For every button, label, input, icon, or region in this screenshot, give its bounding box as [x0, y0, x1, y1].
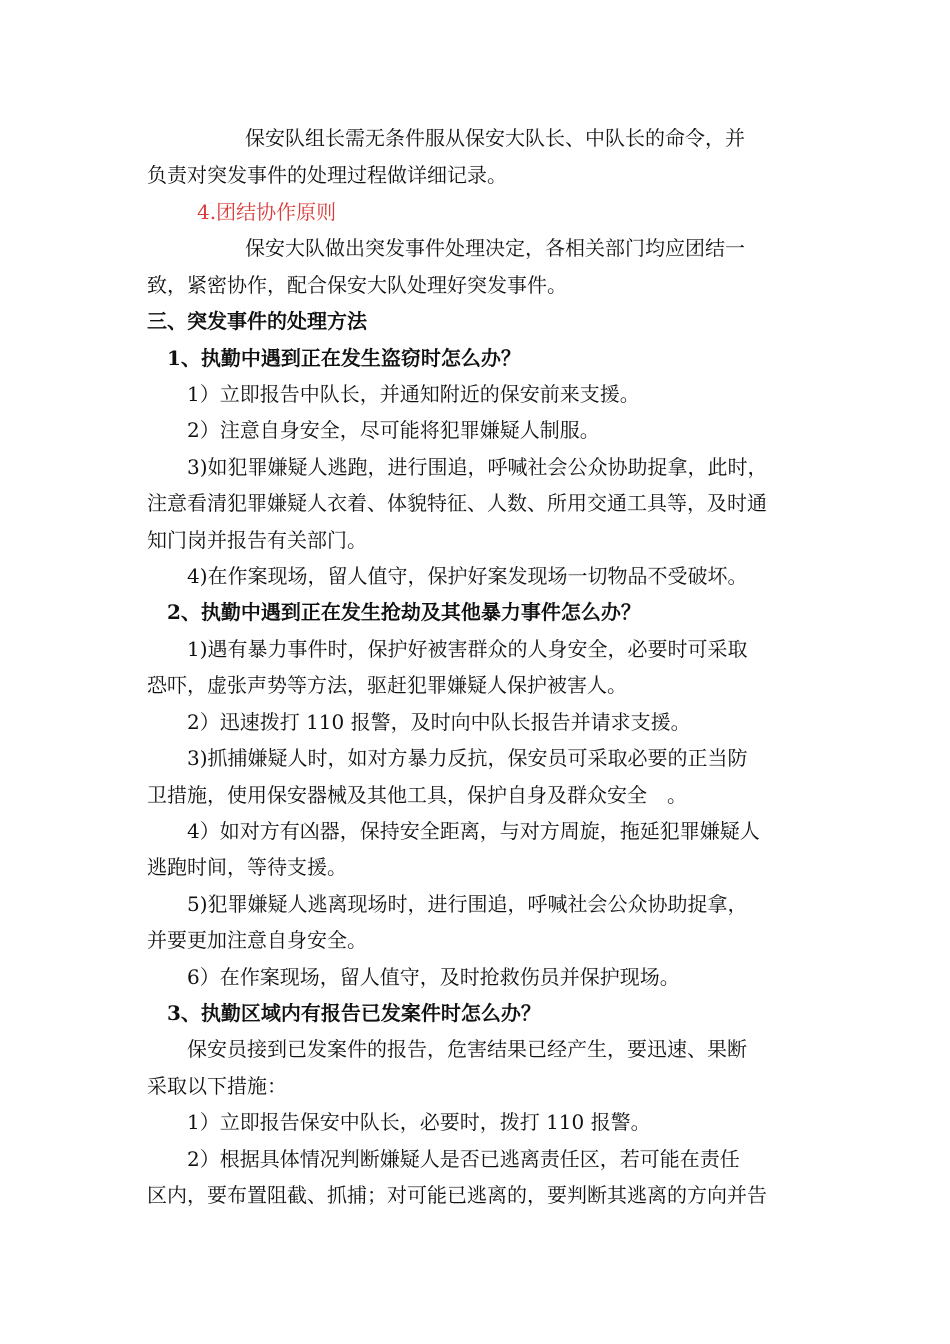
q1-item-4: 4)在作案现场，留人值守，保护好案发现场一切物品不受破坏。 — [187, 564, 748, 588]
principle-4-line-1: 保安大队做出突发事件处理决定，各相关部门均应团结一 — [245, 236, 745, 260]
q3-item-2-line-2: 区内，要布置阻截、抓捕；对可能已逃离的，要判断其逃离的方向并告 — [147, 1183, 767, 1207]
q2-item-1-line-1: 1)遇有暴力事件时，保护好被害群众的人身安全，必要时可采取 — [187, 637, 748, 661]
q2-item-2: 2）迅速拨打 110 报警，及时向中队长报告并请求支援。 — [187, 710, 691, 734]
q1-item-1: 1）立即报告中队长，并通知附近的保安前来支援。 — [187, 382, 640, 406]
q1-heading: 1、执勤中遇到正在发生盗窃时怎么办？ — [167, 346, 521, 370]
intro-line-2: 负责对突发事件的处理过程做详细记录。 — [147, 163, 507, 187]
section-3-heading: 三、突发事件的处理方法 — [147, 309, 367, 333]
q2-heading: 2、执勤中遇到正在发生抢劫及其他暴力事件怎么办？ — [167, 600, 641, 624]
intro-line-1: 保安队组长需无条件服从保安大队长、中队长的命令，并 — [245, 126, 745, 150]
q3-item-2-line-1: 2）根据具体情况判断嫌疑人是否已逃离责任区，若可能在责任 — [187, 1147, 740, 1171]
q2-item-3-line-2: 卫措施，使用保安器械及其他工具，保护自身及群众安全 。 — [147, 783, 687, 807]
q1-item-3-line-3: 知门岗并报告有关部门。 — [147, 528, 367, 552]
q3-intro-line-2: 采取以下措施： — [147, 1074, 287, 1098]
q2-item-5-line-1: 5)犯罪嫌疑人逃离现场时，进行围追，呼喊社会公众协助捉拿， — [187, 892, 748, 916]
q1-item-3-line-1: 3)如犯罪嫌疑人逃跑，进行围追，呼喊社会公众协助捉拿，此时， — [187, 455, 768, 479]
q1-item-2: 2）注意自身安全，尽可能将犯罪嫌疑人制服。 — [187, 418, 600, 442]
q2-item-6: 6）在作案现场，留人值守，及时抢救伤员并保护现场。 — [187, 965, 680, 989]
q2-item-3-line-1: 3)抓捕嫌疑人时，如对方暴力反抗，保安员可采取必要的正当防 — [187, 746, 748, 770]
q2-item-4-line-1: 4）如对方有凶器，保持安全距离，与对方周旋，拖延犯罪嫌疑人 — [187, 819, 760, 843]
q1-item-3-line-2: 注意看清犯罪嫌疑人衣着、体貌特征、人数、所用交通工具等，及时通 — [147, 491, 767, 515]
q2-item-1-line-2: 恐吓，虚张声势等方法，驱赶犯罪嫌疑人保护被害人。 — [147, 673, 627, 697]
q3-item-1: 1）立即报告保安中队长，必要时，拨打 110 报警。 — [187, 1110, 651, 1134]
q2-item-4-line-2: 逃跑时间，等待支援。 — [147, 855, 347, 879]
q2-item-5-line-2: 并要更加注意自身安全。 — [147, 928, 367, 952]
q3-heading: 3、执勤区域内有报告已发案件时怎么办？ — [167, 1001, 541, 1025]
principle-4-heading: 4.团结协作原则 — [197, 200, 337, 224]
q3-intro-line-1: 保安员接到已发案件的报告，危害结果已经产生，要迅速、果断 — [187, 1037, 747, 1061]
principle-4-line-2: 致，紧密协作，配合保安大队处理好突发事件。 — [147, 273, 567, 297]
